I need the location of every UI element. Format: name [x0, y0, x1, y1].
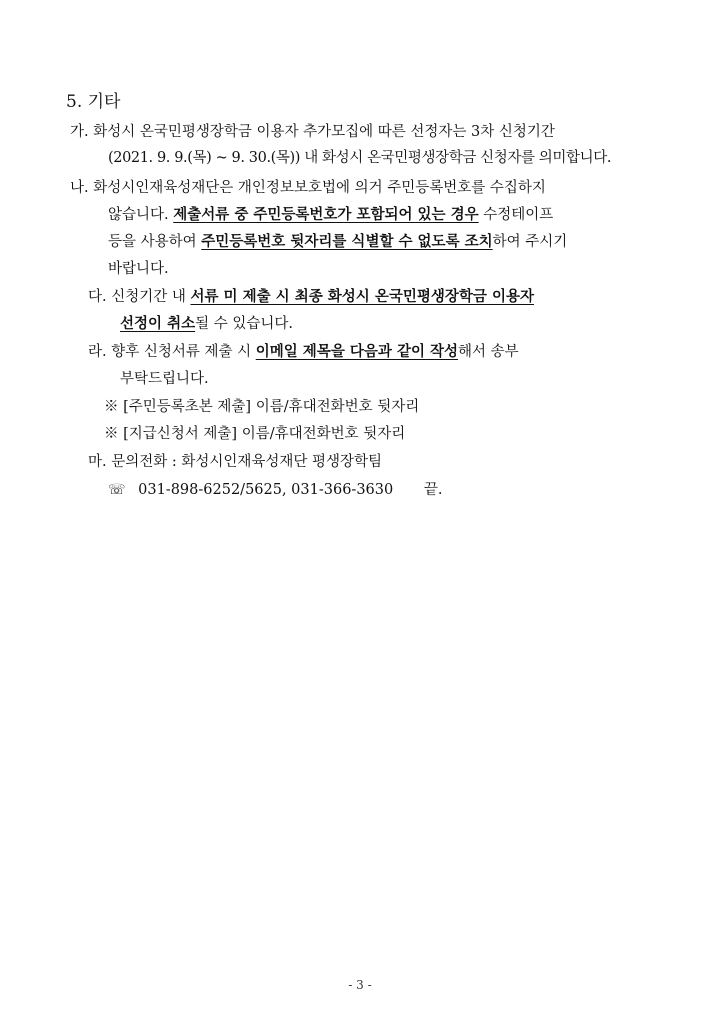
item-ga-line2: (2021. 9. 9.(목) ~ 9. 30.(목)) 내 화성시 온국민평생장학금 신청자를 의미합니다.	[108, 150, 612, 166]
item-na-line3-post: 하여 주시기	[492, 234, 568, 250]
contact-phone-line	[108, 479, 442, 501]
item-ra-line1-pre: 라. 향후 신청서류 제출 시	[88, 344, 256, 360]
phone-icon: ☏	[108, 482, 126, 498]
item-na-line2	[108, 204, 553, 226]
item-da-line2	[120, 313, 293, 335]
email-subject-example-1: ※ [주민등록초본 제출] 이름/휴대전화번호 뒷자리	[104, 399, 420, 415]
item-na-line3-underlined: 주민등록번호 뒷자리를 식별할 수 없도록 조치	[201, 233, 493, 250]
item-da-line1	[88, 286, 534, 308]
item-ga-line1: 가. 화성시 온국민평생장학금 이용자 추가모집에 따른 선정자는 3차 신청기간	[70, 124, 555, 140]
item-na-line2-underlined: 제출서류 중 주민등록번호가 포함되어 있는 경우	[173, 206, 479, 223]
end-mark: 끝.	[423, 482, 443, 498]
item-ra-line1-post: 해서 송부	[458, 344, 519, 360]
item-ma-line1: 마. 문의전화 : 화성시인재육성재단 평생장학팀	[88, 454, 383, 470]
item-ra-line1	[88, 341, 519, 363]
item-na-line2-post: 수정테이프	[478, 207, 554, 223]
item-da-line2-underlined: 선정이 취소	[120, 315, 196, 332]
item-na-line2-pre: 않습니다.	[108, 207, 174, 223]
item-na-line3-pre: 등을 사용하여	[108, 234, 202, 250]
item-ra-line1-underlined: 이메일 제목을 다음과 같이 작성	[255, 343, 459, 360]
item-da-line2-post: 될 수 있습니다.	[195, 316, 293, 332]
phone-numbers: 031-898-6252/5625, 031-366-3630	[138, 482, 394, 498]
email-subject-example-2: ※ [지급신청서 제출] 이름/휴대전화번호 뒷자리	[104, 426, 406, 442]
item-da-line1-pre: 다. 신청기간 내	[88, 289, 191, 305]
item-ra-line2: 부탁드립니다.	[120, 371, 209, 387]
item-na-line4: 바랍니다.	[108, 261, 169, 277]
section-heading: 5. 기타	[66, 92, 121, 112]
item-na-line1: 나. 화성시인재육성재단은 개인정보보호법에 의거 주민등록번호를 수집하지	[70, 180, 546, 196]
item-na-line3	[108, 231, 567, 253]
item-da-line1-underlined: 서류 미 제출 시 최종 화성시 온국민평생장학금 이용자	[190, 288, 534, 305]
page-number: - 3 -	[348, 978, 372, 992]
